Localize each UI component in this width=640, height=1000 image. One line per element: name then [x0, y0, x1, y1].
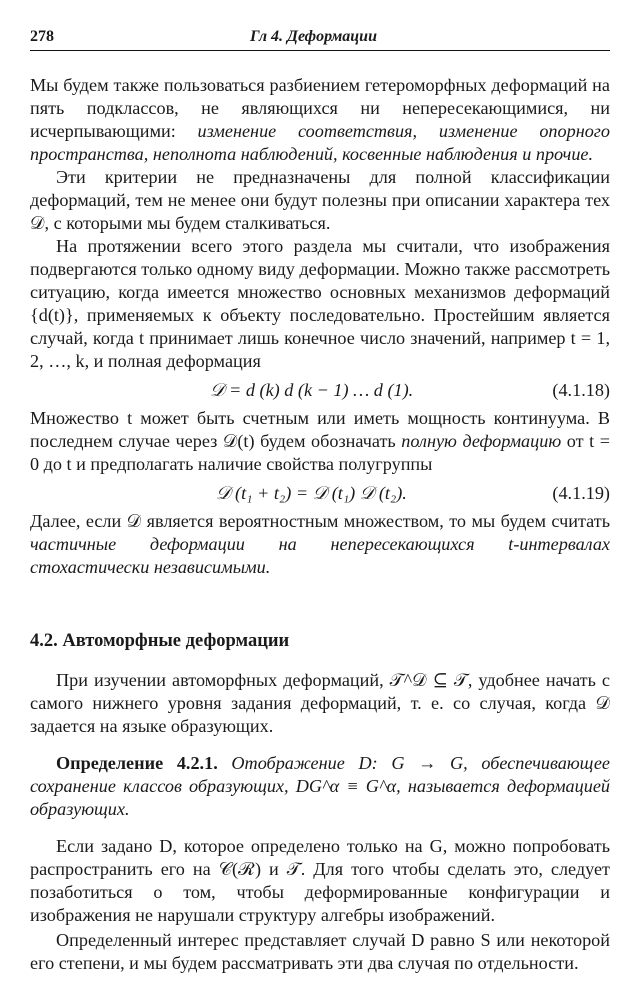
header-rule — [30, 50, 610, 51]
paragraph-italic-text: полную деформацию — [401, 431, 562, 451]
paragraph-special-case: Определенный интерес представляет случай D равно S или некоторой его степени, и мы будем рассматривать эти два случая по отдельности. — [30, 930, 610, 973]
paragraph-text: Множество t может быть счетным или иметь мощность континуума. В последнем случае через 𝒟(t) будем обозначать — [30, 408, 610, 451]
paragraph-countable — [30, 407, 610, 476]
paragraph-text: от t = 0 до t и предполагать наличие свойства полугруппы — [30, 431, 610, 474]
equation-number: (4.1.19) — [552, 483, 610, 503]
section-heading: 4.2. Автоморфные деформации — [30, 631, 290, 651]
formula-expression: 𝒟 = d (k) d (k − 1) … d (1). — [210, 380, 414, 400]
running-title: Гл 4. Деформации — [250, 28, 377, 45]
paragraph-mechanisms: На протяжении всего этого раздела мы считали, что изображения подвергаются только одному виду деформации. Можно также рассмотреть ситуацию, когда имеется множество основных механизмов деформаций {d(t)}, применяемых к объекту последовательно. Простейшим является случай, когда t принимает лишь конечное число значений, например t = 1, 2, …, k, и полная деформация — [30, 236, 610, 371]
paragraph-text: Мы будем также пользоваться разбиением гетероморфных деформаций на пять подклассов, не являющихся ни непересекающимися, ни исчерпывающими: — [30, 75, 610, 141]
formula-expression: 𝒟 (t₁ + t₂) = 𝒟 (t₁) 𝒟 (t₂). — [216, 483, 407, 503]
paragraph-italic-text: частичные деформации на непересекающихся t-интервалах стохастически независимыми. — [30, 534, 610, 577]
page-number: 278 — [30, 28, 54, 45]
paragraph-subclasses — [30, 74, 610, 166]
definition-text: Отображение D: G → G, обеспечивающее сохранение классов образующих, DG^α ≡ G^α, называется деформацией образующих. — [30, 753, 610, 819]
paragraph-automorphic: При изучении автоморфных деформаций, 𝒯^𝒟 ⊆ 𝒯, удобнее начать с самого нижнего уровня задания деформаций, т. е. со случая, когда 𝒟 задается на языке образующих. — [30, 670, 610, 736]
paragraph-criteria: Эти критерии не предназначены для полной классификации деформаций, тем не менее они будут полезны при описании характера тех 𝒟, с которыми мы будем сталкиваться. — [30, 167, 610, 233]
paragraph-independence — [30, 510, 610, 579]
running-head — [30, 20, 610, 50]
formula-4-1-19 — [30, 480, 610, 506]
paragraph-extension: Если задано D, которое определено только на G, можно попробовать распространить его на 𝒞(ℛ) и 𝒯. Для того чтобы сделать это, следует позаботиться о том, чтобы деформированные конфигурации и изображения не нарушали структуру алгебры изображений. — [30, 836, 610, 925]
book-page — [30, 20, 610, 975]
paragraph-italic-text: изменение соответствия, изменение опорного пространства, неполнота наблюдений, косвенные наблюдения и прочие. — [30, 121, 610, 164]
formula-4-1-18 — [30, 377, 610, 403]
paragraph-text: Далее, если 𝒟 является вероятностным множеством, то мы будем считать — [30, 511, 610, 531]
equation-number: (4.1.18) — [552, 380, 610, 400]
definition-4-2-1 — [30, 752, 610, 821]
definition-label: Определение 4.2.1. — [56, 753, 218, 773]
